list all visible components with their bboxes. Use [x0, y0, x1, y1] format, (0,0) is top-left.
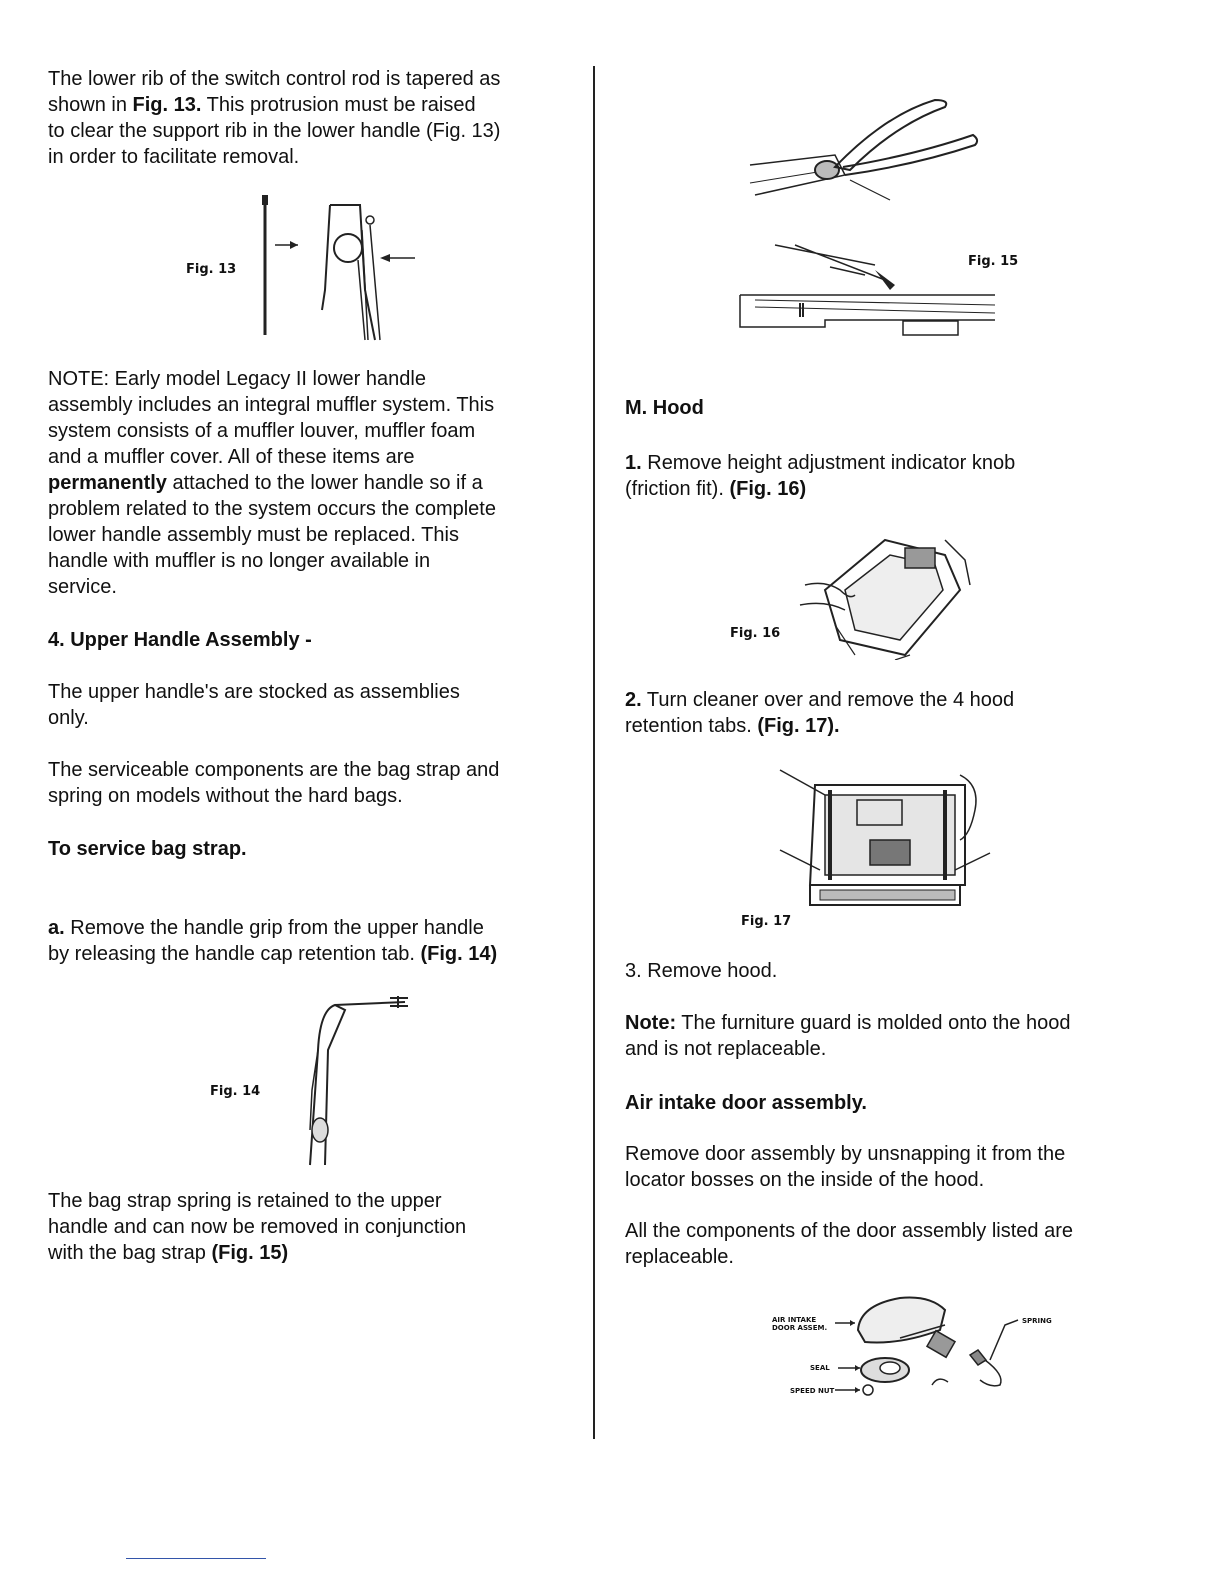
note-muffler: NOTE: Early model Legacy II lower handle assembly includes an integral muffler system. This system consists of a muffler louver, muffler foam and a muffler cover. All of these items are permanently attached to the lower handle so if a problem related to the system occurs the complete lower handle assembly must be replaced. This handle with muffler is no longer available in service. — [48, 368, 496, 598]
fig13-label: Fig. 13 — [186, 262, 237, 277]
heading-service-bag-strap: To service bag strap. — [48, 838, 247, 860]
air-intake-label-1: AIR INTAKE — [772, 1316, 817, 1324]
step-2: 2. Turn cleaner over and remove the 4 hood retention tabs. (Fig. 17). — [625, 689, 1015, 737]
fig14-label: Fig. 14 — [210, 1084, 261, 1099]
step-3: 3. Remove hood. — [625, 960, 778, 982]
speed-nut-label: SPEED NUT — [790, 1387, 835, 1395]
paragraph-replaceable: All the components of the door assembly listed are replaceable. — [625, 1220, 1074, 1268]
heading-air-intake: Air intake door assembly. — [625, 1092, 867, 1114]
column-divider — [593, 66, 595, 1439]
paragraph-stocked: The upper handle's are stocked as assemblies only. — [48, 681, 460, 729]
fig14-illustration — [290, 990, 420, 1170]
step-a: a. Remove the handle grip from the upper handle by releasing the handle cap retention tab. (Fig. 14) — [48, 917, 498, 965]
fig15-illustration — [735, 95, 1025, 345]
spring-label: SPRING — [1022, 1317, 1052, 1325]
door-assembly-svg — [760, 1290, 1060, 1410]
paragraph-serviceable: The serviceable components are the bag strap and spring on models without the hard bags. — [48, 759, 500, 807]
fig16-illustration — [795, 530, 975, 660]
fig16-label: Fig. 16 — [730, 626, 781, 641]
heading-upper-handle: 4. Upper Handle Assembly - — [48, 629, 312, 651]
fig17-label: Fig. 17 — [741, 914, 792, 929]
fig17-illustration — [775, 765, 1000, 915]
fig15-label: Fig. 15 — [968, 254, 1019, 269]
fig13-illustration — [250, 190, 420, 345]
paragraph-switch-rod: The lower rib of the switch control rod is tapered as shown in Fig. 13. This protrusion must be raised to clear the support rib in the lower handle (Fig. 13) in order to facilitate removal. — [48, 68, 501, 168]
paragraph-bag-strap-spring: The bag strap spring is retained to the upper handle and can now be removed in conjunction with the bag strap (Fig. 15) — [48, 1190, 467, 1264]
step-1: 1. Remove height adjustment indicator knob (friction fit). (Fig. 16) — [625, 452, 1016, 500]
footer-rule — [126, 1558, 266, 1559]
door-assembly-diagram — [760, 1290, 1060, 1410]
seal-label: SEAL — [810, 1364, 830, 1372]
note-furniture-guard: Note: The furniture guard is molded onto the hood and is not replaceable. — [625, 1012, 1071, 1060]
air-intake-label-2: DOOR ASSEM. — [772, 1324, 828, 1332]
heading-hood: M. Hood — [625, 397, 704, 419]
paragraph-remove-door: Remove door assembly by unsnapping it from the locator bosses on the inside of the hood. — [625, 1143, 1066, 1191]
